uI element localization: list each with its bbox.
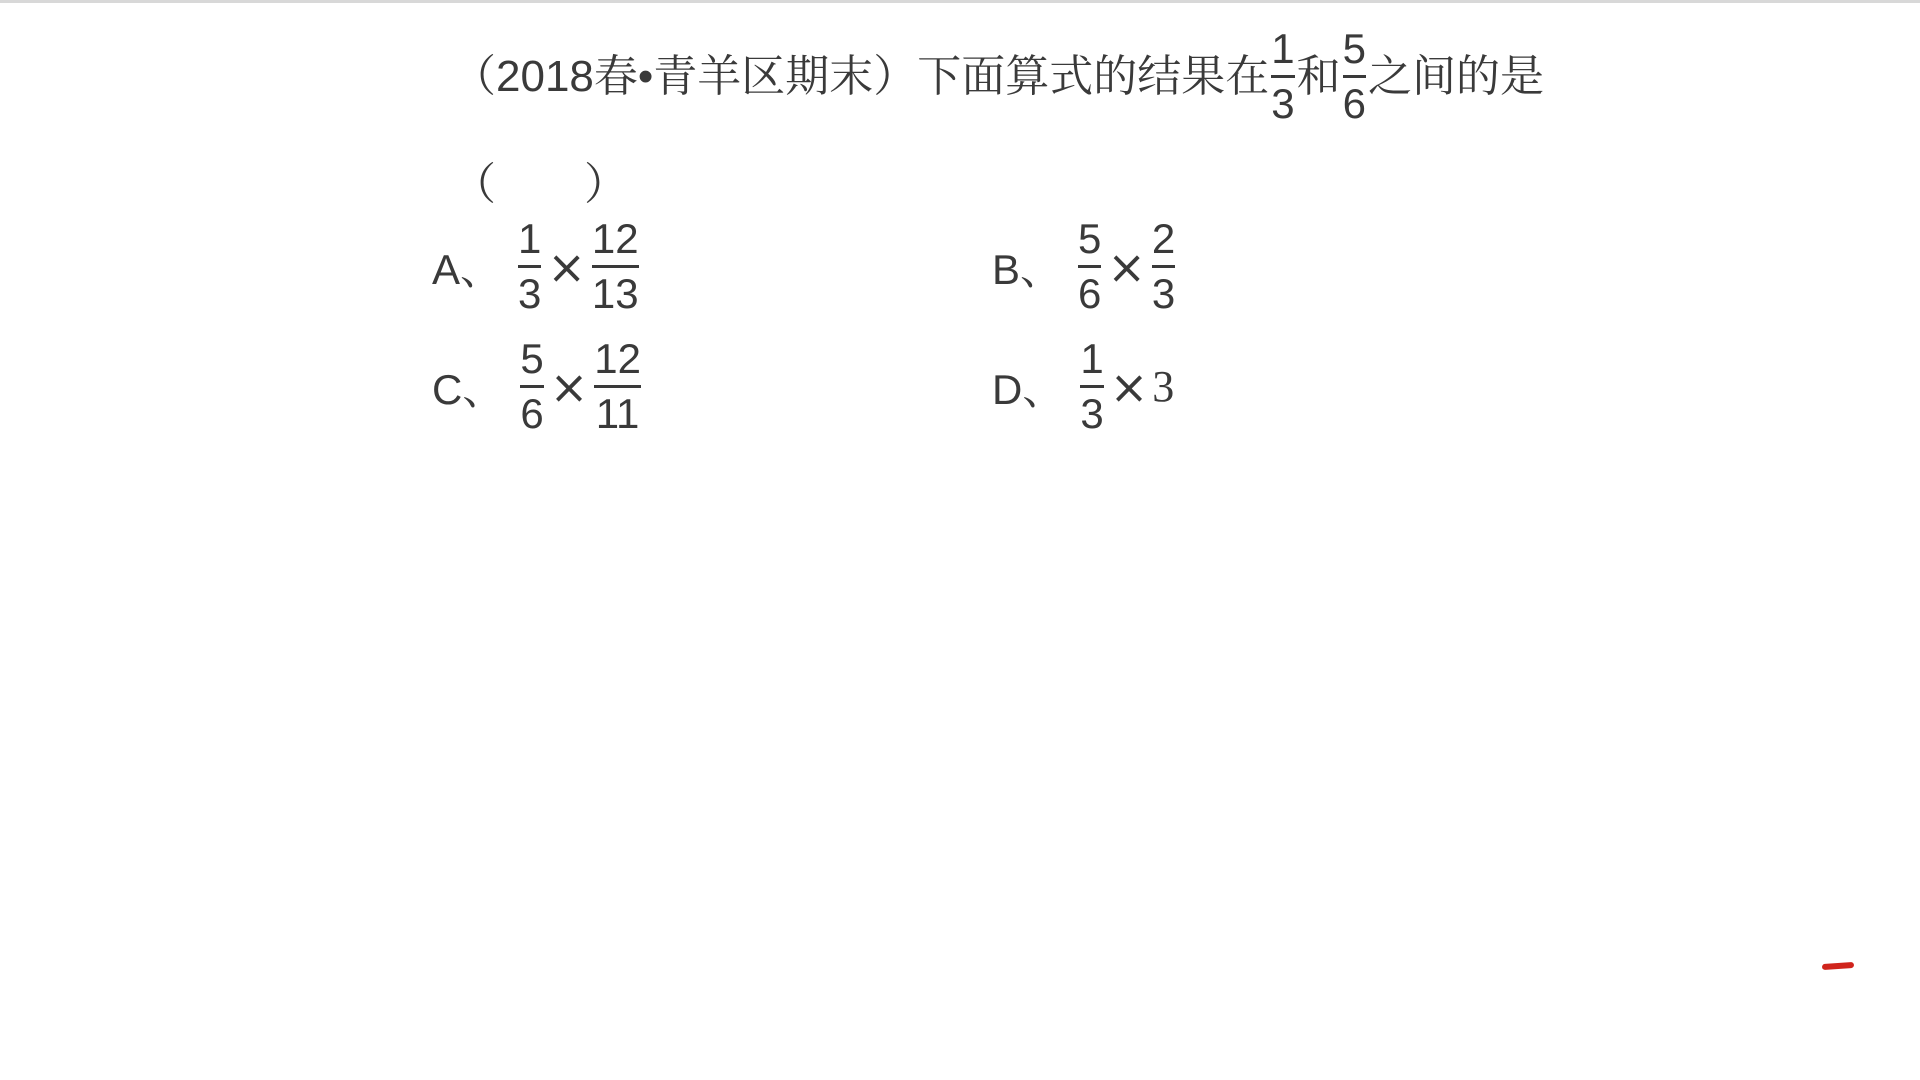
fraction-numerator: 2 [1151,215,1176,262]
fraction-bar [594,385,641,388]
option-letter: A、 [432,245,503,293]
fraction-five-sixths [1342,25,1367,127]
fraction-denominator: 3 [1151,270,1176,317]
multiply-sign: × [1109,359,1149,414]
fraction-one-third [1271,25,1295,127]
multiply-sign: × [547,239,586,294]
answer-options [432,215,1212,448]
fraction-bar [1080,385,1103,388]
fraction-bar [1152,265,1175,268]
option-fraction-2 [594,335,641,437]
option-fraction-2 [591,215,639,317]
fraction-numerator: 1 [1271,25,1295,72]
question-conjunction: 和 [1296,51,1341,101]
fraction-denominator: 13 [591,270,639,317]
fraction-denominator: 6 [1078,270,1102,317]
option-b[interactable] [992,215,1177,317]
fraction-numerator: 12 [594,335,641,382]
fraction-denominator: 3 [1271,80,1295,127]
fraction-numerator: 5 [1342,25,1367,72]
option-letter: D、 [992,365,1065,413]
fraction-denominator: 11 [595,390,640,437]
fraction-denominator: 3 [518,270,542,317]
option-fraction-1 [520,335,544,437]
fraction-denominator: 6 [1342,80,1367,127]
fraction-bar [1343,75,1366,78]
option-fraction-1 [1078,215,1102,317]
red-pen-mark [1822,962,1854,970]
option-c[interactable] [432,335,643,437]
top-rule [0,0,1920,3]
fraction-bar [518,265,541,268]
answer-blank[interactable]: （ ） [452,160,628,209]
option-fraction-1 [1080,335,1104,437]
option-integer: 3 [1152,362,1175,411]
question-text-before: 下面算式的结果在 [917,51,1270,101]
question-stem [452,25,1545,127]
option-a[interactable] [432,215,641,317]
option-fraction-1 [518,215,542,317]
option-d[interactable] [992,335,1175,437]
question-text-after: 之间的是 [1368,51,1545,101]
option-letter: B、 [992,245,1063,293]
question-source: （2018春•青羊区期末） [452,51,918,101]
fraction-denominator: 6 [520,390,544,437]
fraction-bar [1271,75,1294,78]
multiply-sign: × [549,359,589,414]
fraction-numerator: 1 [1080,335,1104,382]
fraction-numerator: 5 [520,335,544,382]
fraction-bar [592,265,639,268]
fraction-numerator: 5 [1078,215,1102,262]
fraction-denominator: 3 [1080,390,1104,437]
multiply-sign: × [1107,239,1146,294]
fraction-numerator: 1 [518,215,542,262]
option-letter: C、 [432,365,505,413]
option-fraction-2 [1151,215,1176,317]
fraction-numerator: 12 [591,215,639,262]
fraction-bar [520,385,543,388]
fraction-bar [1078,265,1101,268]
